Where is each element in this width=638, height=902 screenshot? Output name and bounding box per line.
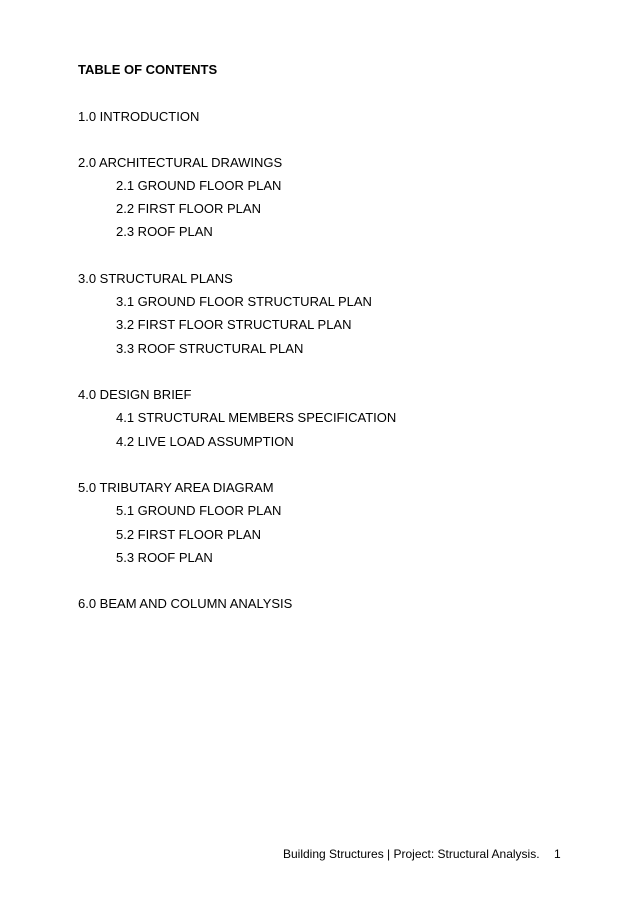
toc-item: 5.3 ROOF PLAN: [116, 550, 213, 565]
toc-item: 3.3 ROOF STRUCTURAL PLAN: [116, 341, 304, 356]
toc-item: 2.2 FIRST FLOOR PLAN: [116, 201, 261, 216]
toc-item: 4.1 STRUCTURAL MEMBERS SPECIFICATION: [116, 410, 397, 425]
page-number: 1: [554, 847, 561, 861]
page-title: TABLE OF CONTENTS: [78, 62, 218, 77]
toc-item: 4.2 LIVE LOAD ASSUMPTION: [116, 434, 294, 449]
toc-item: 5.1 GROUND FLOOR PLAN: [116, 503, 282, 518]
toc-item: 5.2 FIRST FLOOR PLAN: [116, 527, 261, 542]
toc-item: 3.1 GROUND FLOOR STRUCTURAL PLAN: [116, 294, 372, 309]
toc-section-structural-plans: 3.0 STRUCTURAL PLANS: [78, 271, 233, 286]
toc-section-beam-column-analysis: 6.0 BEAM AND COLUMN ANALYSIS: [78, 596, 293, 611]
toc-section-architectural-drawings: 2.0 ARCHITECTURAL DRAWINGS: [78, 155, 283, 170]
toc-item: 2.3 ROOF PLAN: [116, 224, 213, 239]
toc-section-introduction: 1.0 INTRODUCTION: [78, 109, 200, 124]
page-footer: Building Structures | Project: Structural Analysis.: [283, 847, 540, 861]
toc-item: 3.2 FIRST FLOOR STRUCTURAL PLAN: [116, 317, 352, 332]
toc-section-design-brief: 4.0 DESIGN BRIEF: [78, 387, 192, 402]
toc-item: 2.1 GROUND FLOOR PLAN: [116, 178, 282, 193]
toc-section-tributary-area-diagram: 5.0 TRIBUTARY AREA DIAGRAM: [78, 480, 274, 495]
